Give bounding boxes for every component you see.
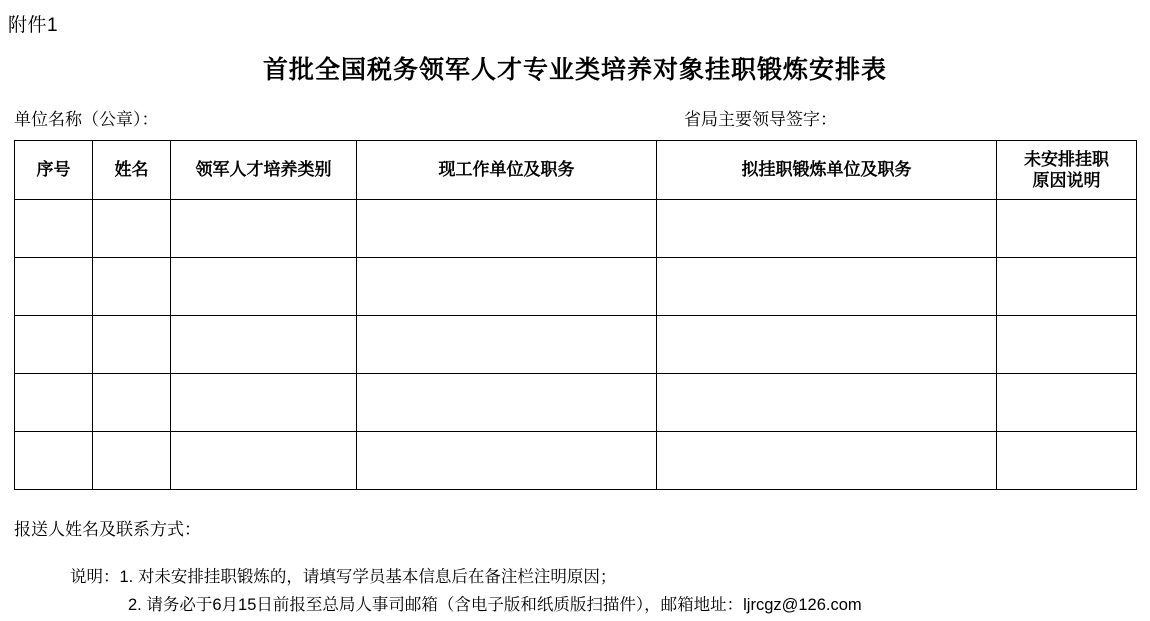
cell-name[interactable] <box>93 316 171 374</box>
note-line-1 <box>70 563 862 591</box>
cell-current-post[interactable] <box>357 258 657 316</box>
note-item-1: 1. 对未安排挂职锻炼的，请填写学员基本信息后在备注栏注明原因； <box>119 568 617 586</box>
column-header-reason <box>997 141 1137 200</box>
column-header-index: 序号 <box>15 141 93 200</box>
submitter-label: 报送人姓名及联系方式： <box>14 520 201 539</box>
column-header-planned-post: 拟挂职锻炼单位及职务 <box>657 141 997 200</box>
leader-signature-label: 省局主要领导签字： <box>684 110 837 129</box>
cell-index[interactable] <box>15 200 93 258</box>
cell-current-post[interactable] <box>357 374 657 432</box>
note-item-2: 2. 请务必于6月15日前报至总局人事司邮箱（含电子版和纸质版扫描件），邮箱地址：ljrcgz@126.com <box>128 596 862 615</box>
column-header-reason-line2: 原因说明 <box>1032 171 1101 190</box>
column-header-reason-line1: 未安排挂职 <box>1024 149 1109 169</box>
cell-current-post[interactable] <box>357 316 657 374</box>
table-header-row <box>15 141 1137 200</box>
cell-planned-post[interactable] <box>657 258 997 316</box>
notes-block <box>70 563 862 619</box>
cell-reason[interactable] <box>997 258 1137 316</box>
table-row <box>15 200 1137 258</box>
cell-planned-post[interactable] <box>657 316 997 374</box>
unit-name-label: 单位名称（公章）： <box>14 110 159 129</box>
table-row <box>15 432 1137 490</box>
column-header-category: 领军人才培养类别 <box>171 141 357 200</box>
cell-name[interactable] <box>93 258 171 316</box>
attachment-label: 附件1 <box>8 15 59 36</box>
cell-category[interactable] <box>171 200 357 258</box>
cell-reason[interactable] <box>997 316 1137 374</box>
cell-name[interactable] <box>93 374 171 432</box>
arrangement-table <box>14 140 1137 490</box>
cell-category[interactable] <box>171 316 357 374</box>
cell-index[interactable] <box>15 374 93 432</box>
cell-index[interactable] <box>15 258 93 316</box>
table-row <box>15 258 1137 316</box>
note-line-2 <box>70 591 862 619</box>
page-title: 首批全国税务领军人才专业类培养对象挂职锻炼安排表 <box>262 56 887 84</box>
cell-index[interactable] <box>15 432 93 490</box>
column-header-name: 姓名 <box>93 141 171 200</box>
cell-category[interactable] <box>171 258 357 316</box>
cell-current-post[interactable] <box>357 432 657 490</box>
cell-planned-post[interactable] <box>657 432 997 490</box>
cell-reason[interactable] <box>997 200 1137 258</box>
cell-planned-post[interactable] <box>657 374 997 432</box>
cell-name[interactable] <box>93 200 171 258</box>
cell-reason[interactable] <box>997 374 1137 432</box>
notes-label: 说明： <box>70 568 120 586</box>
cell-category[interactable] <box>171 432 357 490</box>
cell-name[interactable] <box>93 432 171 490</box>
cell-current-post[interactable] <box>357 200 657 258</box>
cell-index[interactable] <box>15 316 93 374</box>
header-fields <box>0 105 1150 129</box>
column-header-current-post: 现工作单位及职务 <box>357 141 657 200</box>
table-row <box>15 316 1137 374</box>
cell-reason[interactable] <box>997 432 1137 490</box>
cell-planned-post[interactable] <box>657 200 997 258</box>
cell-category[interactable] <box>171 374 357 432</box>
table-row <box>15 374 1137 432</box>
